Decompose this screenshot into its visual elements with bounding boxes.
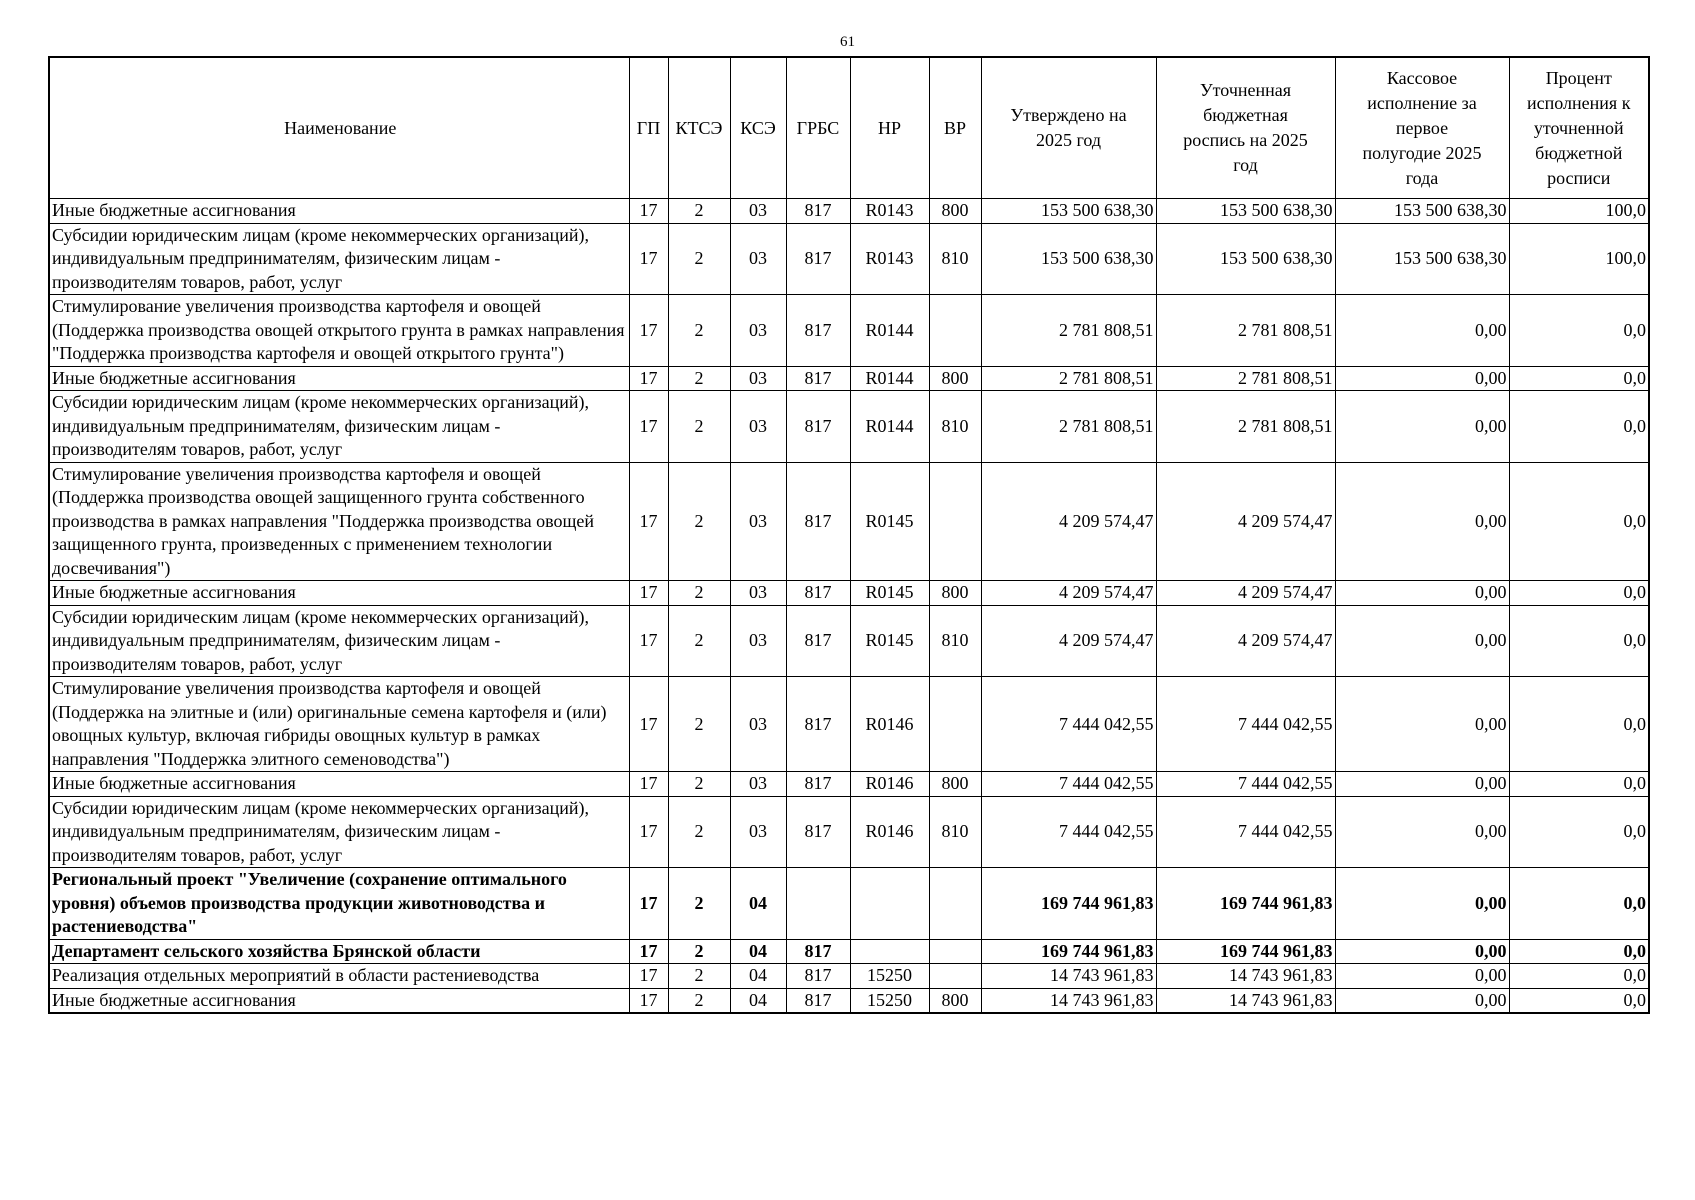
budget-table — [48, 56, 1650, 1014]
cell-vr: 800 — [929, 772, 981, 797]
cell-grbs: 817 — [786, 677, 850, 772]
header-approved: Утверждено на 2025 год — [981, 57, 1156, 199]
cell-refined: 4 209 574,47 — [1156, 462, 1335, 581]
cell-grbs: 817 — [786, 366, 850, 391]
cell-approved: 14 743 961,83 — [981, 964, 1156, 989]
cell-approved: 7 444 042,55 — [981, 772, 1156, 797]
cell-grbs: 817 — [786, 223, 850, 295]
cell-vr — [929, 868, 981, 940]
table-row — [49, 988, 1649, 1013]
cell-name: Субсидии юридическим лицам (кроме некоммерческих организаций), индивидуальным предпринимателям, физическим лицам - производителям товаров, работ, услуг — [49, 796, 629, 868]
header-vr: ВР — [929, 57, 981, 199]
header-cash: Кассовое исполнение за первое полугодие 2025 года — [1335, 57, 1509, 199]
cell-vr — [929, 295, 981, 367]
cell-vr: 810 — [929, 796, 981, 868]
cell-grbs: 817 — [786, 581, 850, 606]
cell-ktse: 2 — [668, 223, 730, 295]
cell-cash: 153 500 638,30 — [1335, 199, 1509, 224]
cell-gp: 17 — [629, 391, 668, 463]
cell-grbs: 817 — [786, 964, 850, 989]
cell-nr: R0143 — [850, 199, 929, 224]
cell-approved: 7 444 042,55 — [981, 796, 1156, 868]
cell-refined: 2 781 808,51 — [1156, 295, 1335, 367]
cell-nr: R0144 — [850, 295, 929, 367]
page-number: 61 — [840, 34, 855, 50]
cell-vr — [929, 964, 981, 989]
cell-gp: 17 — [629, 677, 668, 772]
cell-cash: 0,00 — [1335, 939, 1509, 964]
cell-ktse: 2 — [668, 462, 730, 581]
cell-nr: R0146 — [850, 772, 929, 797]
header-gp: ГП — [629, 57, 668, 199]
cell-refined: 4 209 574,47 — [1156, 605, 1335, 677]
cell-percent: 0,0 — [1509, 964, 1649, 989]
cell-ktse: 2 — [668, 988, 730, 1013]
cell-ktse: 2 — [668, 366, 730, 391]
cell-approved: 4 209 574,47 — [981, 462, 1156, 581]
cell-kse: 04 — [730, 964, 786, 989]
cell-percent: 0,0 — [1509, 772, 1649, 797]
cell-kse: 04 — [730, 868, 786, 940]
cell-approved: 2 781 808,51 — [981, 366, 1156, 391]
cell-approved: 153 500 638,30 — [981, 199, 1156, 224]
cell-ktse: 2 — [668, 964, 730, 989]
cell-gp: 17 — [629, 964, 668, 989]
cell-percent: 0,0 — [1509, 988, 1649, 1013]
cell-refined: 2 781 808,51 — [1156, 391, 1335, 463]
cell-gp: 17 — [629, 796, 668, 868]
cell-vr: 800 — [929, 199, 981, 224]
cell-nr: R0145 — [850, 581, 929, 606]
cell-kse: 03 — [730, 199, 786, 224]
cell-nr: R0145 — [850, 462, 929, 581]
cell-grbs: 817 — [786, 988, 850, 1013]
cell-kse: 03 — [730, 391, 786, 463]
cell-name: Департамент сельского хозяйства Брянской области — [49, 939, 629, 964]
cell-nr: R0145 — [850, 605, 929, 677]
cell-ktse: 2 — [668, 391, 730, 463]
cell-nr: R0144 — [850, 366, 929, 391]
cell-grbs: 817 — [786, 295, 850, 367]
cell-gp: 17 — [629, 462, 668, 581]
cell-cash: 0,00 — [1335, 295, 1509, 367]
cell-name: Реализация отдельных мероприятий в области растениеводства — [49, 964, 629, 989]
cell-gp: 17 — [629, 772, 668, 797]
cell-refined: 169 744 961,83 — [1156, 868, 1335, 940]
table-row — [49, 677, 1649, 772]
cell-ktse: 2 — [668, 796, 730, 868]
cell-name: Иные бюджетные ассигнования — [49, 581, 629, 606]
cell-gp: 17 — [629, 581, 668, 606]
cell-kse: 03 — [730, 677, 786, 772]
cell-kse: 03 — [730, 462, 786, 581]
cell-vr: 800 — [929, 581, 981, 606]
cell-vr: 800 — [929, 988, 981, 1013]
cell-gp: 17 — [629, 199, 668, 224]
cell-percent: 100,0 — [1509, 199, 1649, 224]
cell-refined: 7 444 042,55 — [1156, 772, 1335, 797]
cell-refined: 4 209 574,47 — [1156, 581, 1335, 606]
cell-kse: 03 — [730, 295, 786, 367]
cell-kse: 03 — [730, 366, 786, 391]
cell-percent: 0,0 — [1509, 295, 1649, 367]
table-row — [49, 295, 1649, 367]
cell-kse: 04 — [730, 939, 786, 964]
cell-vr — [929, 462, 981, 581]
cell-approved: 2 781 808,51 — [981, 391, 1156, 463]
table-body — [49, 199, 1649, 1014]
cell-percent: 100,0 — [1509, 223, 1649, 295]
cell-gp: 17 — [629, 868, 668, 940]
cell-ktse: 2 — [668, 199, 730, 224]
cell-ktse: 2 — [668, 772, 730, 797]
cell-refined: 14 743 961,83 — [1156, 988, 1335, 1013]
header-nr: НР — [850, 57, 929, 199]
cell-grbs: 817 — [786, 796, 850, 868]
cell-approved: 169 744 961,83 — [981, 868, 1156, 940]
cell-percent: 0,0 — [1509, 677, 1649, 772]
table-row — [49, 796, 1649, 868]
cell-refined: 169 744 961,83 — [1156, 939, 1335, 964]
cell-name: Субсидии юридическим лицам (кроме некоммерческих организаций), индивидуальным предпринимателям, физическим лицам - производителям товаров, работ, услуг — [49, 391, 629, 463]
cell-cash: 0,00 — [1335, 988, 1509, 1013]
cell-vr: 810 — [929, 223, 981, 295]
header-grbs: ГРБС — [786, 57, 850, 199]
cell-vr: 810 — [929, 605, 981, 677]
cell-approved: 169 744 961,83 — [981, 939, 1156, 964]
cell-grbs: 817 — [786, 391, 850, 463]
cell-name: Иные бюджетные ассигнования — [49, 772, 629, 797]
cell-name: Субсидии юридическим лицам (кроме некоммерческих организаций), индивидуальным предпринимателям, физическим лицам - производителям товаров, работ, услуг — [49, 223, 629, 295]
cell-approved: 4 209 574,47 — [981, 605, 1156, 677]
cell-cash: 0,00 — [1335, 772, 1509, 797]
table-row — [49, 868, 1649, 940]
cell-name: Стимулирование увеличения производства картофеля и овощей (Поддержка на элитные и (или) оригинальные семена картофеля и (или) овощных культур, включая гибриды овощных культур в рамках направления "Поддержка элитного семеноводства") — [49, 677, 629, 772]
cell-ktse: 2 — [668, 868, 730, 940]
cell-cash: 0,00 — [1335, 581, 1509, 606]
cell-cash: 0,00 — [1335, 964, 1509, 989]
cell-kse: 03 — [730, 581, 786, 606]
cell-grbs — [786, 868, 850, 940]
table-row — [49, 462, 1649, 581]
cell-refined: 14 743 961,83 — [1156, 964, 1335, 989]
cell-gp: 17 — [629, 223, 668, 295]
cell-kse: 03 — [730, 796, 786, 868]
cell-kse: 04 — [730, 988, 786, 1013]
cell-refined: 7 444 042,55 — [1156, 677, 1335, 772]
cell-name: Стимулирование увеличения производства картофеля и овощей (Поддержка производства овощей защищенного грунта собственного производства в рамках направления "Поддержка производства овощей защищенного грунта, произведенных с применением технологии досвечивания") — [49, 462, 629, 581]
cell-ktse: 2 — [668, 677, 730, 772]
cell-gp: 17 — [629, 988, 668, 1013]
cell-nr: R0146 — [850, 796, 929, 868]
cell-ktse: 2 — [668, 939, 730, 964]
cell-gp: 17 — [629, 295, 668, 367]
table-row — [49, 605, 1649, 677]
cell-grbs: 817 — [786, 605, 850, 677]
cell-cash: 0,00 — [1335, 462, 1509, 581]
table-row — [49, 391, 1649, 463]
cell-kse: 03 — [730, 605, 786, 677]
header-percent: Процент исполнения к уточненной бюджетной росписи — [1509, 57, 1649, 199]
cell-cash: 0,00 — [1335, 391, 1509, 463]
cell-nr: 15250 — [850, 964, 929, 989]
header-refined: Уточненная бюджетная роспись на 2025 год — [1156, 57, 1335, 199]
cell-percent: 0,0 — [1509, 391, 1649, 463]
cell-cash: 153 500 638,30 — [1335, 223, 1509, 295]
table-row — [49, 939, 1649, 964]
cell-vr: 800 — [929, 366, 981, 391]
cell-grbs: 817 — [786, 462, 850, 581]
cell-approved: 4 209 574,47 — [981, 581, 1156, 606]
table-row — [49, 772, 1649, 797]
cell-name: Иные бюджетные ассигнования — [49, 199, 629, 224]
cell-nr: R0143 — [850, 223, 929, 295]
cell-kse: 03 — [730, 772, 786, 797]
cell-name: Иные бюджетные ассигнования — [49, 366, 629, 391]
cell-cash: 0,00 — [1335, 868, 1509, 940]
cell-gp: 17 — [629, 939, 668, 964]
table-row — [49, 964, 1649, 989]
cell-ktse: 2 — [668, 581, 730, 606]
table-row — [49, 199, 1649, 224]
cell-cash: 0,00 — [1335, 366, 1509, 391]
table-row — [49, 223, 1649, 295]
cell-name: Иные бюджетные ассигнования — [49, 988, 629, 1013]
cell-gp: 17 — [629, 605, 668, 677]
cell-name: Субсидии юридическим лицам (кроме некоммерческих организаций), индивидуальным предпринимателям, физическим лицам - производителям товаров, работ, услуг — [49, 605, 629, 677]
header-kse: КСЭ — [730, 57, 786, 199]
cell-ktse: 2 — [668, 605, 730, 677]
cell-approved: 2 781 808,51 — [981, 295, 1156, 367]
cell-percent: 0,0 — [1509, 868, 1649, 940]
cell-refined: 153 500 638,30 — [1156, 223, 1335, 295]
cell-percent: 0,0 — [1509, 939, 1649, 964]
cell-ktse: 2 — [668, 295, 730, 367]
cell-grbs: 817 — [786, 939, 850, 964]
cell-name: Региональный проект "Увеличение (сохранение оптимального уровня) объемов производства продукции животноводства и растениеводства" — [49, 868, 629, 940]
cell-gp: 17 — [629, 366, 668, 391]
cell-percent: 0,0 — [1509, 462, 1649, 581]
header-row — [49, 57, 1649, 199]
cell-nr: R0144 — [850, 391, 929, 463]
cell-approved: 153 500 638,30 — [981, 223, 1156, 295]
cell-name: Стимулирование увеличения производства картофеля и овощей (Поддержка производства овощей открытого грунта в рамках направления "Поддержка производства картофеля и овощей открытого грунта") — [49, 295, 629, 367]
cell-vr — [929, 939, 981, 964]
cell-refined: 153 500 638,30 — [1156, 199, 1335, 224]
cell-vr: 810 — [929, 391, 981, 463]
cell-cash: 0,00 — [1335, 605, 1509, 677]
cell-vr — [929, 677, 981, 772]
cell-refined: 2 781 808,51 — [1156, 366, 1335, 391]
cell-percent: 0,0 — [1509, 581, 1649, 606]
cell-grbs: 817 — [786, 199, 850, 224]
cell-grbs: 817 — [786, 772, 850, 797]
cell-percent: 0,0 — [1509, 796, 1649, 868]
cell-nr — [850, 868, 929, 940]
cell-nr: 15250 — [850, 988, 929, 1013]
cell-nr: R0146 — [850, 677, 929, 772]
cell-kse: 03 — [730, 223, 786, 295]
cell-percent: 0,0 — [1509, 366, 1649, 391]
cell-cash: 0,00 — [1335, 796, 1509, 868]
cell-cash: 0,00 — [1335, 677, 1509, 772]
cell-percent: 0,0 — [1509, 605, 1649, 677]
header-name: Наименование — [49, 57, 629, 199]
cell-refined: 7 444 042,55 — [1156, 796, 1335, 868]
header-ktse: КТСЭ — [668, 57, 730, 199]
cell-approved: 14 743 961,83 — [981, 988, 1156, 1013]
table-row — [49, 366, 1649, 391]
cell-nr — [850, 939, 929, 964]
cell-approved: 7 444 042,55 — [981, 677, 1156, 772]
table-row — [49, 581, 1649, 606]
